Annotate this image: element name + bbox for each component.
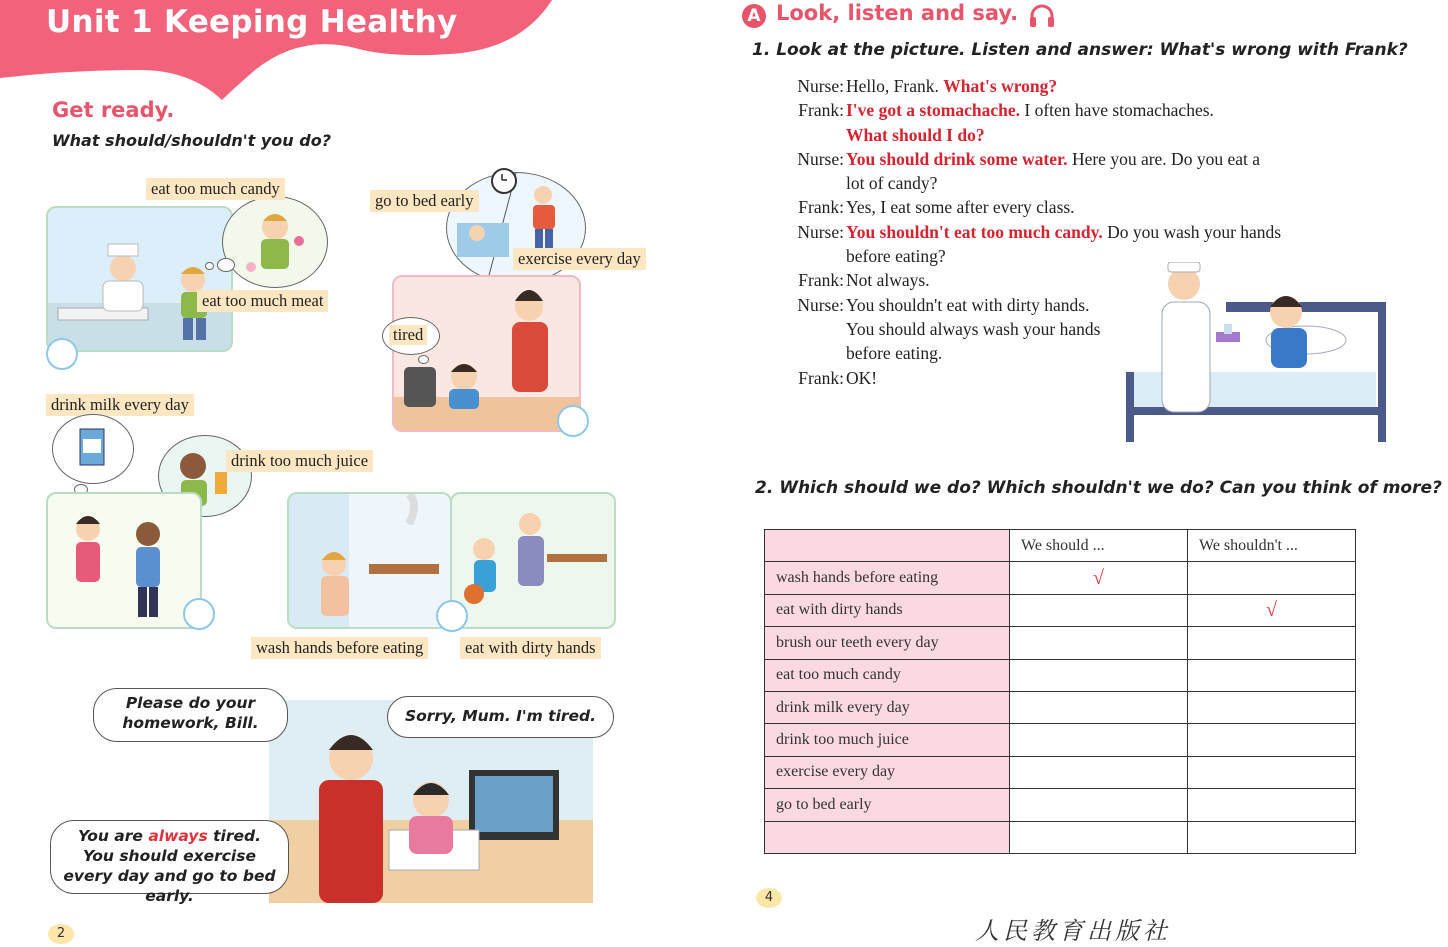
dialogue-line [782,123,1372,147]
answer-circle-2[interactable] [557,405,589,437]
table-cell-should[interactable] [1010,562,1188,594]
dialogue-phrase: Not always. [846,270,930,291]
table-row [765,691,1356,723]
dialogue-text [844,98,1372,122]
table-cell-should[interactable] [1010,691,1188,723]
label-go-to-bed-early: go to bed early [370,190,479,212]
dialogue-phrase: before eating? [846,246,946,267]
dialogue-key-phrase: You should drink some water. [846,148,1068,169]
task-2-instruction: 2. Which should we do? Which shouldn't we do? Can you think of more? [755,478,1442,498]
dialogue-key-phrase: I've got a stomachache. [846,100,1021,121]
table-item-text: drink milk every day [776,698,910,716]
label-drink-milk-every-day: drink milk every day [46,394,194,416]
table-row [765,789,1356,821]
dialogue-speaker: Frank: [798,197,844,218]
speech-text-advice-suffix: tired. [207,827,261,845]
table-cell-should[interactable] [1010,821,1188,853]
table-row [765,659,1356,691]
table-header-cell: We should ... [1010,530,1188,562]
publisher-logo: 人民教育出版社 [975,917,1171,945]
scene-two-children-illustration [46,492,202,629]
table-cell-should[interactable] [1010,724,1188,756]
dialogue-line [782,195,1372,219]
dialogue-speaker [782,341,844,365]
thought-bubble-milk [52,414,134,484]
table-cell-should[interactable] [1010,659,1188,691]
table-cell-item [765,821,1010,853]
dialogue-phrase: lot of candy? [846,173,938,194]
dialogue-phrase: You should always wash your hands [846,318,1101,339]
table-cell-shouldnt[interactable] [1188,659,1356,691]
table-item-text: eat too much candy [776,666,901,684]
table-cell-shouldnt[interactable] [1188,756,1356,788]
speech-text-advice-rest: You should exercise every day and go to bed early. [63,847,276,905]
task-1-instruction: 1. Look at the picture. Listen and answer: What's wrong with Frank? [752,40,1408,60]
table-cell-shouldnt[interactable] [1188,594,1356,626]
headphones-icon[interactable] [1028,3,1056,29]
dialogue-line [782,74,1372,98]
dialogue-key-phrase: What's wrong? [943,76,1058,96]
dialogue-text [844,74,1372,98]
dialogue-speaker [782,171,844,195]
dialogue-line [782,171,1372,195]
scene-dirty-hands-illustration [450,492,616,629]
dialogue-speaker [782,123,844,147]
table-item-text: brush our teeth every day [776,633,939,651]
dialogue-text [844,220,1372,244]
page-number-right: 4 [756,888,782,908]
unit-title: Unit 1 Keeping Healthy [46,4,458,40]
get-ready-question: What should/shouldn't you do? [52,131,331,150]
dialogue-text [844,123,1372,147]
dialogue-text [844,195,1372,219]
table-header-cell [765,530,1010,562]
dialogue-line [782,220,1372,244]
dialogue-speaker [782,317,844,341]
label-exercise-every-day: exercise every day [513,248,646,270]
table-item-text: exercise every day [776,763,896,781]
dialogue-phrase: Do you wash your hands [1102,221,1282,242]
dialogue-speaker: Frank: [798,100,844,121]
dialogue-speaker: Frank: [798,367,844,388]
table-cell-should[interactable] [1010,756,1188,788]
dialogue-key-phrase: What should I do? [846,124,985,145]
dialogue-speaker: Frank: [798,270,844,291]
table-cell-item [765,659,1010,691]
page-number-left: 2 [48,924,74,944]
table-cell-shouldnt[interactable] [1188,691,1356,723]
tick-mark: √ [1093,566,1104,589]
dialogue-speaker: Nurse: [797,221,844,242]
speech-text-bill: Sorry, Mum. I'm tired. [404,707,597,725]
dialogue-phrase: Here you are. Do you eat a [1067,148,1260,169]
label-eat-with-dirty-hands: eat with dirty hands [460,637,601,659]
dialogue-text [844,147,1372,171]
label-drink-too-much-juice: drink too much juice [226,450,373,472]
dialogue-text [844,171,1372,195]
speech-text-advice-prefix: You are [78,827,149,845]
table-cell-item [765,627,1010,659]
table-cell-shouldnt[interactable] [1188,821,1356,853]
tick-mark: √ [1266,598,1277,621]
speech-text-mum: Please do your homework, Bill. [122,694,259,732]
table-cell-item [765,756,1010,788]
section-letter-badge: A [742,4,766,28]
scene-wash-hands-illustration [287,492,452,629]
should-shouldnt-table [764,529,1356,854]
thought-dot [205,262,214,270]
table-cell-item [765,691,1010,723]
thought-bubble-candy [222,196,328,288]
dialogue-phrase: Hello, Frank. [846,76,944,96]
clock-icon [491,168,517,194]
nurse-and-frank-illustration [1106,262,1388,444]
table-row [765,756,1356,788]
speech-bubble-bill [387,696,614,738]
table-row [765,627,1356,659]
dialogue-phrase: before eating. [846,343,943,364]
dialogue-line [782,98,1372,122]
table-cell-should[interactable] [1010,627,1188,659]
speech-bubble-mum [93,688,288,742]
answer-circle-4[interactable] [436,600,468,632]
table-row [765,594,1356,626]
dialogue-phrase: You shouldn't eat with dirty hands. [846,294,1090,315]
dialogue-line [782,147,1372,171]
table-cell-item [765,724,1010,756]
label-eat-too-much-meat: eat too much meat [197,290,328,312]
speech-bubble-advice [50,820,289,905]
table-cell-should[interactable] [1010,594,1188,626]
table-item-text: eat with dirty hands [776,601,903,619]
dialogue-phrase: Yes, I eat some after every class. [846,197,1075,218]
speech-text-advice-accent: always [148,827,208,845]
dialogue-speaker: Nurse: [797,148,844,169]
table-header-cell: We shouldn't ... [1188,530,1356,562]
section-title-look-listen-say: Look, listen and say. [776,1,1019,25]
table-cell-shouldnt[interactable] [1188,724,1356,756]
thought-dot [418,355,429,364]
table-cell-item [765,562,1010,594]
table-row [765,562,1356,594]
answer-circle-3[interactable] [183,598,215,630]
scene-doctor-illustration [46,206,233,352]
table-item-text: drink too much juice [776,731,909,749]
answer-circle-1[interactable] [46,338,78,370]
table-row [765,821,1356,853]
table-cell-shouldnt[interactable] [1188,562,1356,594]
table-cell-shouldnt[interactable] [1188,789,1356,821]
table-item-text: wash hands before eating [776,569,939,587]
dialogue-key-phrase: You shouldn't eat too much candy. [846,221,1103,242]
dialogue-phrase: I often have stomachaches. [1020,100,1214,121]
table-cell-item [765,789,1010,821]
label-wash-hands-before-eating: wash hands before eating [251,637,428,659]
dialogue-phrase: OK! [846,367,878,388]
table-header-row [765,530,1356,562]
table-cell-should[interactable] [1010,789,1188,821]
section-title-get-ready: Get ready. [52,98,175,122]
dialogue-speaker [782,244,844,268]
thought-dot [217,258,235,272]
dialogue-speaker: Nurse: [797,76,844,96]
table-cell-shouldnt[interactable] [1188,627,1356,659]
table-item-text: go to bed early [776,795,872,813]
label-eat-too-much-candy: eat too much candy [146,178,285,200]
table-cell-item [765,594,1010,626]
label-tired: tired [389,325,427,345]
dialogue-speaker: Nurse: [797,294,844,315]
table-row [765,724,1356,756]
